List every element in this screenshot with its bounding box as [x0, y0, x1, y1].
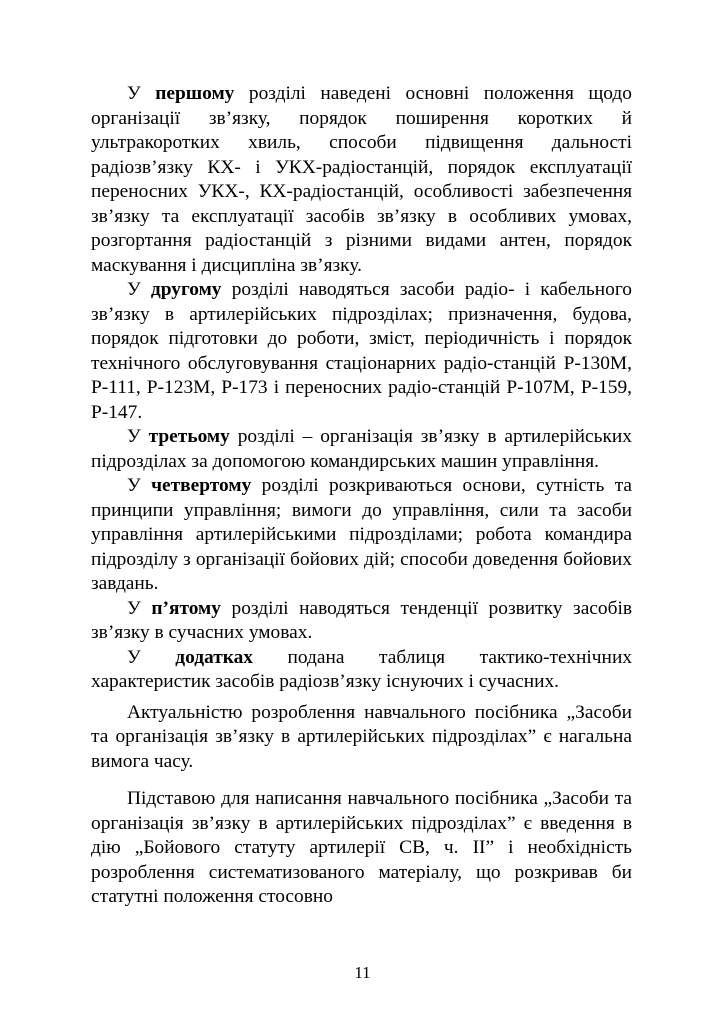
paragraph-lead: У: [127, 597, 152, 619]
paragraph-section-1: [91, 82, 632, 278]
paragraph-text: Актуальністю розроблення навчального посібника „Засоби та організація зв’язку в артилерійських підрозділах” є нагальна вимога часу.: [91, 701, 632, 772]
paragraph-section-3: [91, 425, 632, 474]
paragraph-text: Підставою для написання навчального посібника „Засоби та організація зв’язку в артилерійських підрозділах” є введення в дію „Бойового статуту артилерії СВ, ч. ІІ” і необхідність розроблення систематизованого матеріалу, що розкривав би статутні положення стосовно: [91, 788, 632, 907]
paragraph-relevance: [91, 701, 632, 775]
bold-keyword-fifth: п’ятому: [151, 597, 221, 619]
paragraph-text: розділі розкриваються основи, сутність та принципи управління; вимоги до управління, сили та засоби управління артилерійськими підрозділами; робота командира підрозділу з організації бойових дій; способи доведення бойових завдань.: [91, 475, 633, 594]
paragraph-lead: У: [127, 646, 176, 668]
paragraph-text: розділі наводяться засоби радіо- і кабельного зв’язку в артилерійських підрозділах; призначення, будова, порядок підготовки до роботи, зміст, періодичність і порядок технічного обслуговування стаціонарних радіо-станцій Р-130М, Р-111, Р-123М, Р-173 і переносних радіо-станцій Р-107М, Р-159, Р-147.: [91, 279, 632, 423]
paragraph-text: подана таблиця тактико-технічних характеристик засобів радіозв’язку існуючих і сучасних.: [91, 646, 633, 692]
bold-keyword-appendices: додатках: [175, 646, 254, 668]
paragraph-text: розділі – організація зв’язку в артилерійських підрозділах за допомогою командирських машин управління.: [91, 426, 632, 472]
page-body: [91, 82, 632, 910]
paragraph-lead: У: [127, 475, 152, 496]
paragraph-section-2: [91, 278, 632, 425]
paragraph-text: розділі наведені основні положення щодо організації зв’язку, порядок поширення коротких й ультракоротких хвиль, способи підвищення дальності радіозв’язку КХ- і УКХ-радіостанцій, порядок експлуатації переносних УКХ-, КХ-радіостанцій, особливості забезпечення зв’язку та експлуатації засобів зв’язку в особливих умовах, розгортання радіостанцій з різними видами антен, порядок маскування і дисципліна зв’язку.: [91, 83, 632, 276]
bold-keyword-third: третьому: [148, 426, 230, 447]
bold-keyword-second: другому: [150, 279, 222, 300]
paragraph-lead: У: [127, 426, 149, 447]
paragraph-appendices: [91, 646, 632, 695]
bold-keyword-fourth: четвертому: [151, 475, 252, 496]
paragraph-lead: У: [127, 279, 151, 300]
paragraph-section-4: [91, 474, 632, 597]
paragraph-basis: [91, 787, 632, 910]
paragraph-lead: У: [127, 83, 156, 104]
paragraph-section-5: [91, 597, 632, 646]
page-number: 11: [354, 963, 371, 982]
paragraph-text: розділі наводяться тенденції розвитку засобів зв’язку в сучасних умовах.: [91, 597, 633, 643]
bold-keyword-first: першому: [155, 83, 235, 104]
